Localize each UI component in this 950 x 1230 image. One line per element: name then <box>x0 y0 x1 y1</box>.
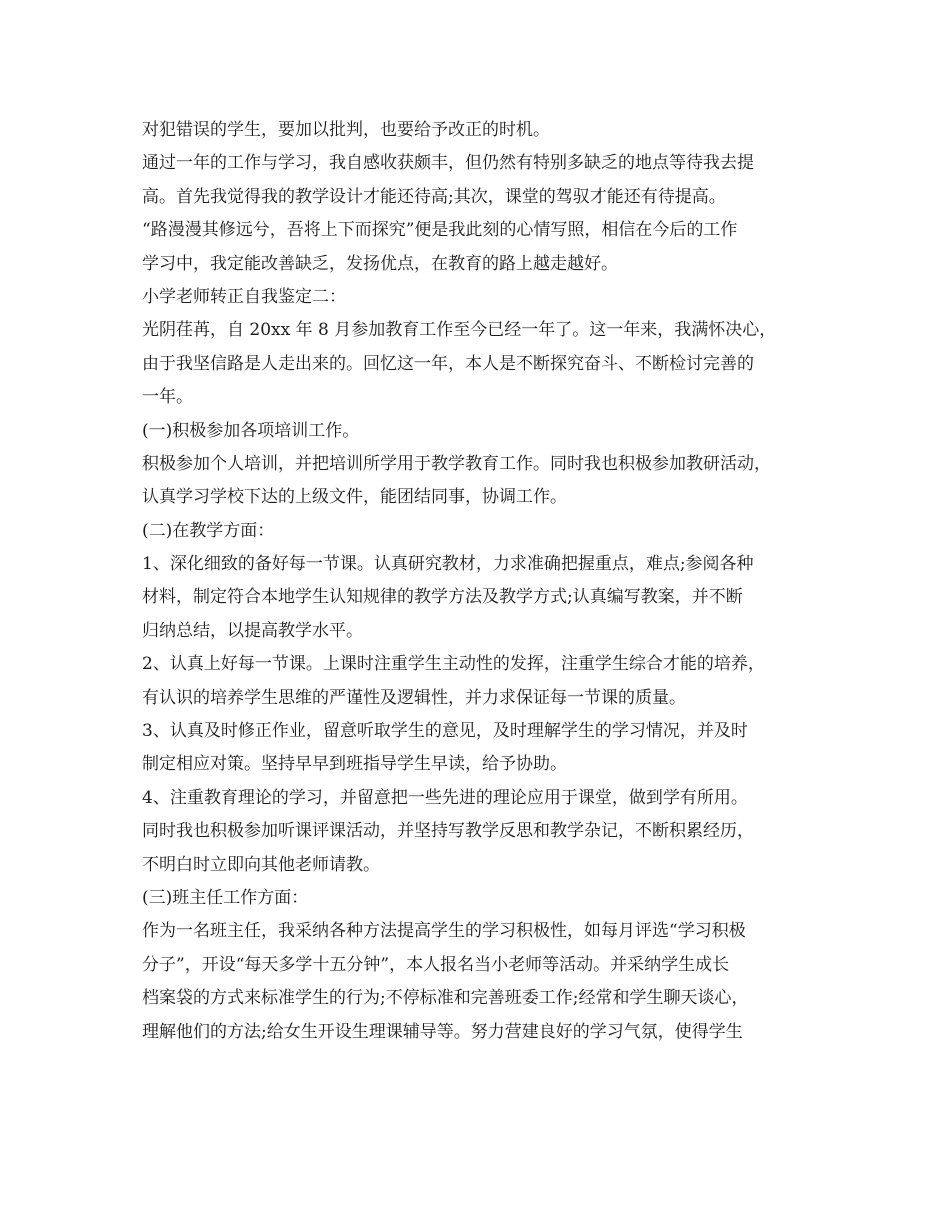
text-line: 认真学习学校下达的上级文件，能团结同事，协调工作。 <box>142 487 567 508</box>
text-line: 光阴荏苒，自 20xx 年 8 月参加教育工作至今已经一年了。这一年来，我满怀决心， <box>142 320 777 341</box>
text-line: 学习中，我定能改善缺乏，发扬优点，在教育的路上越走越好。 <box>142 253 618 274</box>
text-line: 不明白时立即向其他老师请教。 <box>142 854 380 875</box>
text-line: 分子”，开设“每天多学十五分钟”，本人报名当小老师等活动。并采纳学生成长 <box>142 954 730 975</box>
text-line: 归纳总结，以提高教学水平。 <box>142 620 363 641</box>
text-line: 积极参加个人培训，并把培训所学用于教学教育工作。同时我也积极参加教研活动， <box>142 453 771 474</box>
text-line: 3、认真及时修正作业，留意听取学生的意见，及时理解学生的学习情况，并及时 <box>142 721 748 742</box>
text-line: 4、注重教育理论的学习，并留意把一些先进的理论应用于课堂，做到学有所用。 <box>142 787 748 808</box>
section-heading: (一)积极参加各项培训工作。 <box>142 420 360 441</box>
section-heading: 小学老师转正自我鉴定二： <box>142 286 346 307</box>
text-line: 1、深化细致的备好每一节课。认真研究教材，力求准确把握重点，难点;参阅各种 <box>142 554 754 575</box>
text-line: “路漫漫其修远兮，吾将上下而探究”便是我此刻的心情写照，相信在今后的工作 <box>142 220 738 241</box>
text-line: 材料，制定符合本地学生认知规律的教学方法及教学方式;认真编写教案，并不断 <box>142 587 743 608</box>
text-line: 同时我也积极参加听课评课活动，并坚持写教学反思和教学杂记，不断积累经历， <box>142 821 754 842</box>
text-line: 有认识的培养学生思维的严谨性及逻辑性，并力求保证每一节课的质量。 <box>142 687 686 708</box>
text-line: 通过一年的工作与学习，我自感收获颇丰，但仍然有特别多缺乏的地点等待我去提 <box>142 153 754 174</box>
text-line: 档案袋的方式来标准学生的行为;不停标准和完善班委工作;经常和学生聊天谈心， <box>142 988 749 1009</box>
text-line: 2、认真上好每一节课。上课时注重学生主动性的发挥，注重学生综合才能的培养， <box>142 654 765 675</box>
text-line: 作为一名班主任，我采纳各种方法提高学生的学习积极性，如每月评选“学习积极 <box>142 921 746 942</box>
text-line: 制定相应对策。坚持早早到班指导学生早读，给予协助。 <box>142 754 567 775</box>
text-line: 一年。 <box>142 387 193 408</box>
text-line: 由于我坚信路是人走出来的。回忆这一年，本人是不断探究奋斗、不断检讨完善的 <box>142 353 754 374</box>
text-line: 高。首先我觉得我的教学设计才能还待高;其次，课堂的驾驭才能还有待提高。 <box>142 186 726 207</box>
section-heading: (三)班主任工作方面： <box>142 887 309 908</box>
text-line: 理解他们的方法;给女生开设生理课辅导等。努力营建良好的学习气氛，使得学生 <box>142 1021 743 1042</box>
document-body <box>142 114 822 1049</box>
text-line: 对犯错误的学生，要加以批判，也要给予改正的时机。 <box>142 120 550 140</box>
section-heading: (二)在教学方面： <box>142 520 275 541</box>
